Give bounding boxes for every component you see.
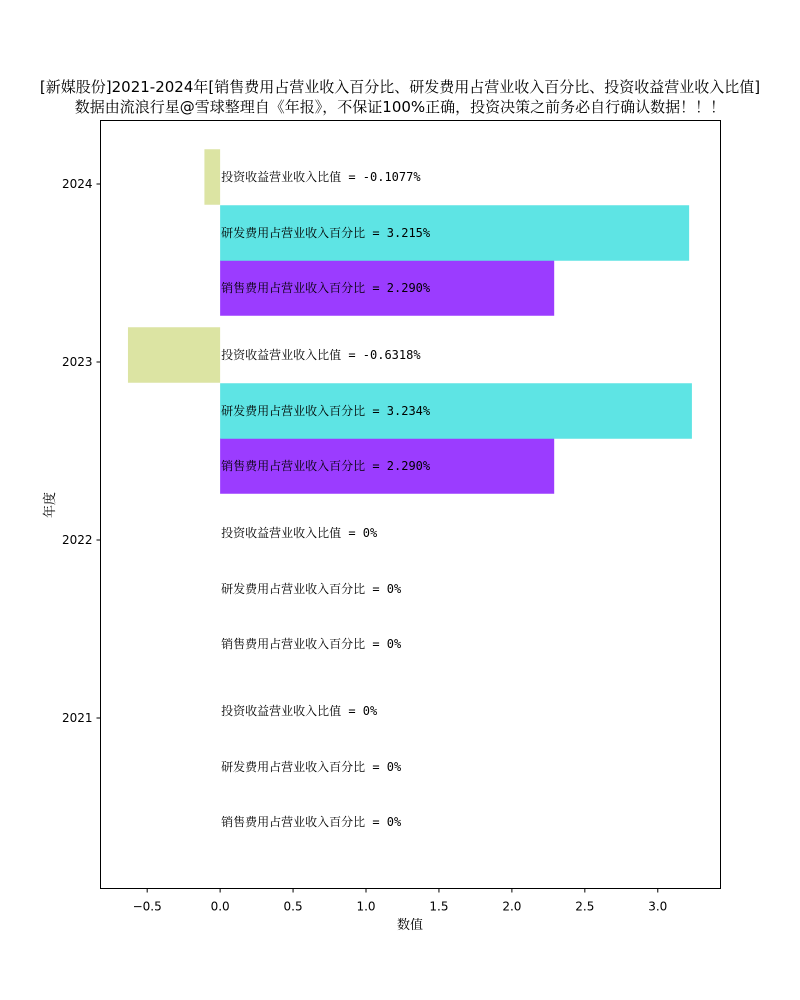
x-tick-label: 3.0 — [648, 899, 668, 914]
x-tick-label: 0.0 — [210, 899, 230, 914]
bar-label-3-0: 销售费用占营业收入百分比 = 2.290% — [221, 281, 431, 295]
bars-layer — [128, 149, 692, 494]
bar-2-2 — [128, 327, 220, 383]
bar-label-3-1: 研发费用占营业收入百分比 = 3.215% — [221, 226, 431, 240]
x-tick-label: 2.5 — [575, 899, 595, 914]
bar-label-1-1: 研发费用占营业收入百分比 = 0% — [221, 582, 402, 596]
bar-label-0-2: 投资收益营业收入比值 = 0% — [221, 704, 378, 718]
x-tick-label: 0.5 — [283, 899, 303, 914]
x-axis-ticks — [133, 889, 668, 914]
chart-title: [新媒股份]2021-2024年[销售费用占营业收入百分比、研发费用占营业收入百分比、投资收益营业收入比值] — [39, 78, 761, 96]
x-tick-label: 2.0 — [502, 899, 522, 914]
y-tick-label: 2023 — [61, 355, 93, 369]
x-tick-label: 1.5 — [429, 899, 449, 914]
y-axis-title: 年度 — [43, 491, 58, 519]
y-tick-label: 2022 — [61, 533, 93, 547]
bar-label-2-1: 研发费用占营业收入百分比 = 3.234% — [221, 404, 431, 418]
bar-label-2-2: 投资收益营业收入比值 = -0.6318% — [221, 348, 421, 362]
bar-label-0-0: 销售费用占营业收入百分比 = 0% — [221, 815, 402, 829]
y-tick-label: 2024 — [61, 177, 93, 191]
y-axis-ticks — [62, 177, 101, 725]
x-tick-label: −0.5 — [132, 899, 162, 914]
bar-label-1-0: 销售费用占营业收入百分比 = 0% — [221, 637, 402, 651]
chart-subtitle: 数据由流浪行星@雪球整理自《年报》，不保证100%正确，投资决策之前务必自行确认数据！！！ — [74, 98, 726, 116]
bar-label-3-2: 投资收益营业收入比值 = -0.1077% — [221, 170, 421, 184]
y-tick-label: 2021 — [61, 711, 93, 725]
bar-3-2 — [204, 149, 220, 205]
bar-label-2-0: 销售费用占营业收入百分比 = 2.290% — [221, 459, 431, 473]
bar-label-1-2: 投资收益营业收入比值 = 0% — [221, 526, 378, 540]
x-tick-label: 1.0 — [356, 899, 376, 914]
bar-label-0-1: 研发费用占营业收入百分比 = 0% — [221, 760, 402, 774]
x-axis-title: 数值 — [396, 918, 424, 933]
